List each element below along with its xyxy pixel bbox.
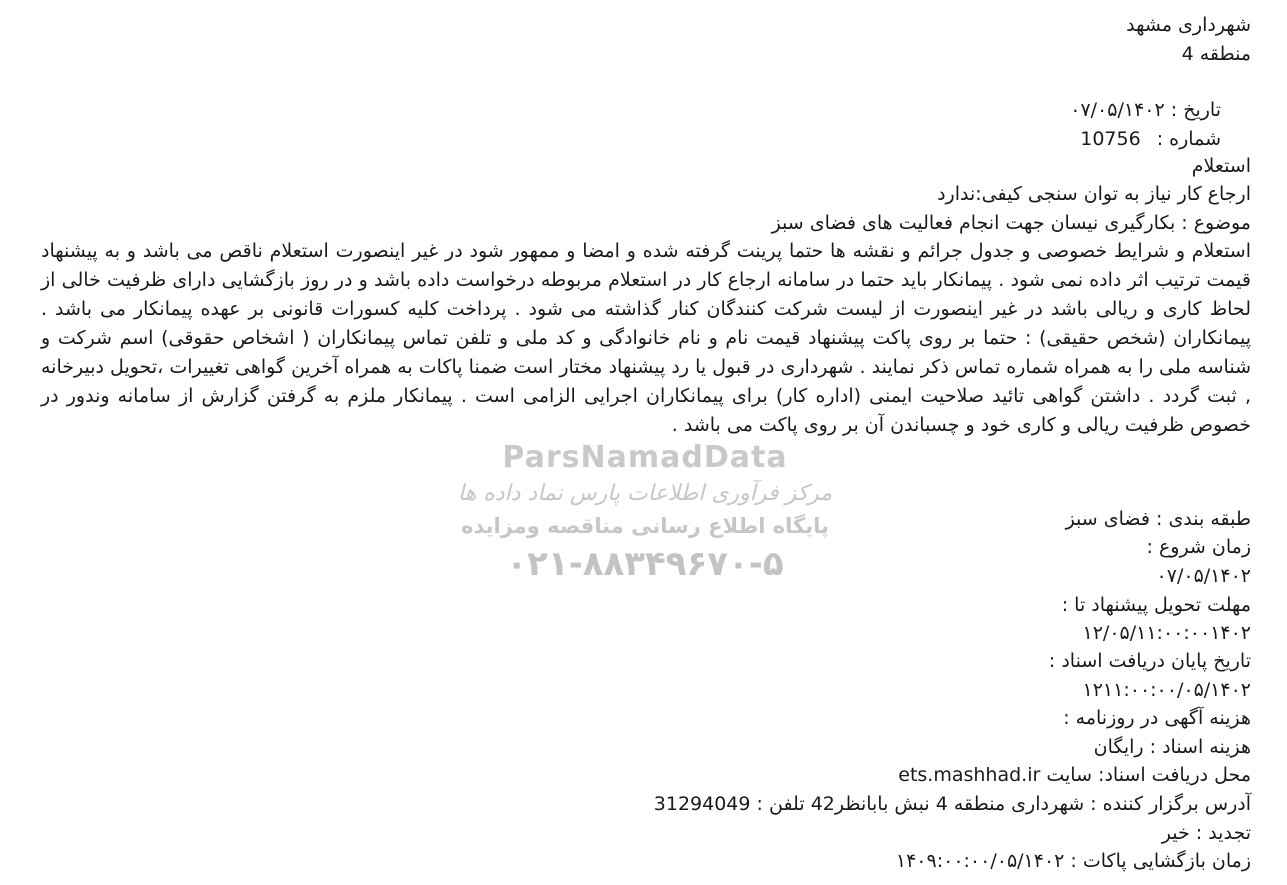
docs-end-value: ۱۲۱۱:۰۰:۰۰/۰۵/۱۴۰۲ [1082, 679, 1251, 701]
deadline-value: ۱۲/۰۵/۱۱:۰۰:۰۰۱۴۰۲ [1082, 622, 1251, 644]
docs-end-label: تاریخ پایان دریافت اسناد : [1048, 650, 1251, 672]
organizer-address: آدرس برگزار کننده : شهرداری منطقه 4 نبش بابانظر42 تلفن : 31294049 [653, 793, 1251, 815]
watermark-line1: مرکز فرآوری اطلاعات پارس نماد داده ها [457, 481, 833, 506]
doc-cost: هزینه اسناد : رایگان [1093, 736, 1251, 758]
renewal: تجدید : خیر [1161, 822, 1251, 844]
date-label: تاریخ : [1170, 99, 1221, 121]
deadline-label: مهلت تحویل پیشنهاد تا : [1061, 594, 1251, 616]
receive-place: محل دریافت اسناد: سایت ets.mashhad.ir [898, 764, 1251, 786]
watermark-line2: پایگاه اطلاع رسانی مناقصه ومزایده [461, 514, 829, 538]
category: طبقه بندی : فضای سبز [1065, 508, 1251, 530]
date-row [1070, 97, 1221, 123]
start-value: ۰۷/۰۵/۱۴۰۲ [1156, 565, 1251, 587]
start-label: زمان شروع : [1146, 536, 1251, 558]
number-label: شماره : [1156, 128, 1221, 150]
subject: موضوع : بکارگیری نیسان جهت انجام فعالیت های فضای سبز [771, 212, 1251, 234]
body-paragraph: استعلام و شرایط خصوصی و جدول جرائم و نقشه ها حتما پرینت گرفته شده و امضا و ممهور شود در غیر اینصورت استعلام ناقص می باشد و به پیشنهاد قیمت ترتیب اثر داده نمی شود . پیمانکار باید حتما در سامانه ارجاع کار در استعلام مربوطه درخواست داده باشد و در روز بازگشایی دارای ظرفیت خالی از لحاظ کاری و ریالی باشد در غیر اینصورت از لیست شرکت کنندگان کنار گذاشته می شود . پرداخت کلیه کسورات قانونی بر عهده پیمانکار می باشد . پیمانکاران (شخص حقیقی) : حتما بر روی پاکت پیشنهاد قیمت نام و نام خانوادگی و کد ملی و تلفن تماس پیمانکاران ( اشخاص حقوقی) اسم شرکت و شناسه ملی را به همراه شماره تماس ذکر نمایند . شهرداری در قبول یا رد پیشنهاد مختار است ضمنا پاکات به همراه آخرین گواهی تغییرات ،تحویل دبیرخانه , ثبت گردد . داشتن گواهی تائید صلاحیت ایمنی (اداره کار) برای پیمانکاران اجرایی الزامی است . پیمانکار ملزم به گرفتن گزارش از سامانه وندور در خصوص ظرفیت ریالی و کاری خود و چسباندن آن بر روی پاکت می باشد . [41, 240, 1251, 436]
number-value: 10756 [1080, 128, 1141, 150]
date-value: ۰۷/۰۵/۱۴۰۲ [1070, 99, 1165, 121]
ad-cost: هزینه آگهی در روزنامه : [1063, 707, 1251, 729]
doc-type: استعلام [1191, 155, 1251, 177]
watermark-title: ParsNamadData [502, 440, 788, 475]
region-name: منطقه 4 [1181, 43, 1251, 65]
opening-time: زمان بازگشایی پاکات : ۱۴۰۹:۰۰:۰۰/۰۵/۱۴۰۲ [895, 850, 1251, 872]
watermark-phone: ۰۲۱-۸۸۳۴۹۶۷۰-۵ [506, 544, 784, 584]
org-name: شهرداری مشهد [1126, 14, 1251, 36]
quality-line: ارجاع کار نیاز به توان سنجی کیفی:ندارد [937, 183, 1251, 205]
number-row [1080, 126, 1221, 152]
